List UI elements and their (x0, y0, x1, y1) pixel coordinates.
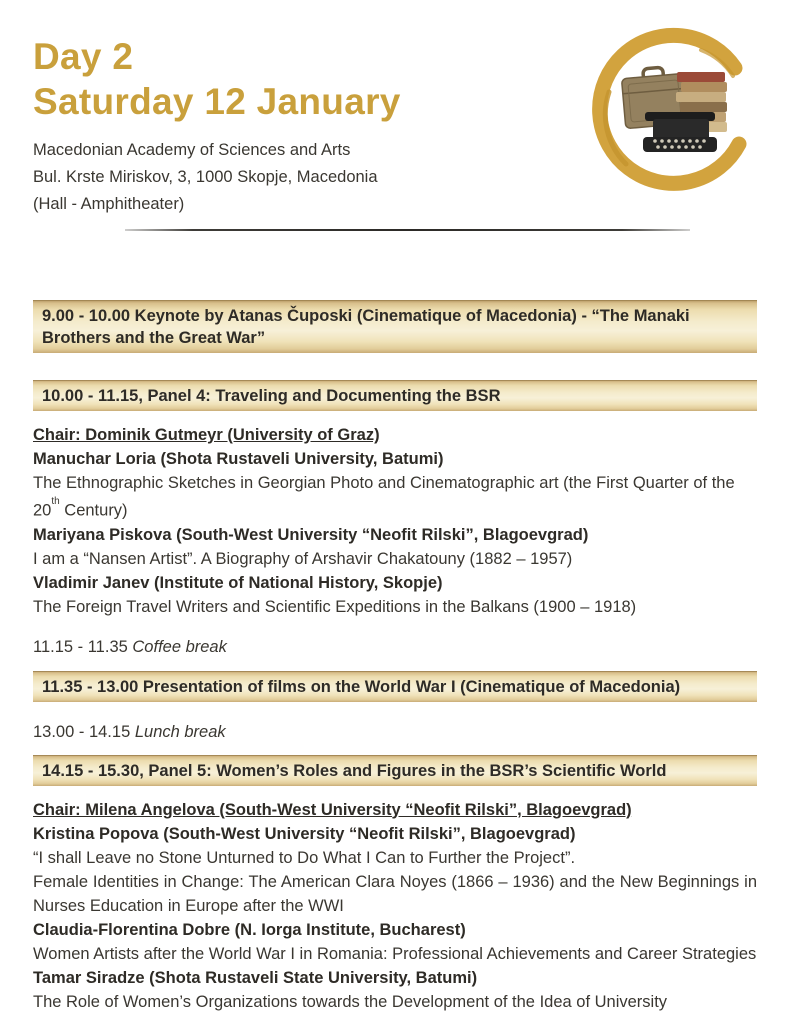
typewriter-books-suitcase-icon (583, 18, 769, 204)
talk-title: Women Artists after the World War I in Romania: Professional Achievements and Career Strategies (33, 944, 757, 963)
session-band-films (33, 671, 757, 702)
speaker-name: Claudia-Florentina Dobre (N. Iorga Institute, Bucharest) (33, 920, 466, 939)
talk-title: I am a “Nansen Artist”. A Biography of Arshavir Chakatouny (1882 – 1957) (33, 549, 573, 568)
talk-title: Female Identities in Change: The American Clara Noyes (1866 – 1936) and the New Beginnings in Nurses Education in Europe after the WWI (33, 872, 757, 915)
schedule (33, 300, 757, 1014)
panel4-details (33, 423, 757, 619)
venue-address: Bul. Krste Miriskov, 3, 1000 Skopje, Macedonia (33, 168, 378, 186)
speaker-name: Kristina Popova (South-West University “Neofit Rilski”, Blagoevgrad) (33, 824, 576, 843)
break-time: 11.15 - 11.35 (33, 637, 128, 656)
lunch-break-line (33, 720, 757, 744)
section-divider (125, 229, 690, 231)
talk-title-text: The Ethnographic Sketches in Georgian Photo and Cinematographic art (the First Quarter of the 20 (33, 474, 735, 520)
panel5-details (33, 798, 757, 1014)
speaker-name: Mariyana Piskova (South-West University “Neofit Rilski”, Blagoevgrad) (33, 525, 589, 544)
talk-title: “I shall Leave no Stone Unturned to Do What I Can to Further the Project”. (33, 848, 576, 867)
break-time: 13.00 - 14.15 (33, 722, 131, 741)
session-band-text: 10.00 - 11.15, Panel 4: Traveling and Documenting the BSR (42, 387, 501, 405)
day-label: Day 2 (33, 36, 134, 77)
speaker-name: Vladimir Janev (Institute of National History, Skopje) (33, 573, 443, 592)
session-band-panel5 (33, 755, 757, 786)
break-label: Coffee break (132, 637, 227, 656)
session-band-keynote (33, 300, 757, 353)
session-band-text: 9.00 - 10.00 Keynote by Atanas Čuposki (Cinematique of Macedonia) - “The Manaki Brothers and the Great War” (42, 307, 690, 347)
talk-title-text: Century) (59, 501, 128, 520)
conference-logo (583, 18, 769, 204)
talk-title: The Role of Women’s Organizations towards the Development of the Idea of University (33, 992, 668, 1011)
session-band-panel4 (33, 380, 757, 411)
venue-name: Macedonian Academy of Sciences and Arts (33, 141, 351, 159)
header (0, 0, 787, 218)
talk-title: The Foreign Travel Writers and Scientific Expeditions in the Balkans (1900 – 1918) (33, 597, 637, 616)
chair-line: Chair: Milena Angelova (South-West University “Neofit Rilski”, Blagoevgrad) (33, 800, 632, 819)
session-band-text: 11.35 - 13.00 Presentation of films on the World War I (Cinematique of Macedonia) (42, 677, 681, 696)
coffee-break-line (33, 635, 757, 659)
typewriter-icon (643, 112, 717, 152)
date-label: Saturday 12 January (33, 81, 401, 122)
venue-hall: (Hall - Amphitheater) (33, 195, 185, 213)
session-band-text: 14.15 - 15.30, Panel 5: Women’s Roles and Figures in the BSR’s Scientific World (42, 761, 667, 780)
speaker-name: Tamar Siradze (Shota Rustaveli State University, Batumi) (33, 968, 478, 987)
speaker-name: Manuchar Loria (Shota Rustaveli University, Batumi) (33, 450, 444, 468)
talk-title (33, 471, 757, 523)
chair-line: Chair: Dominik Gutmeyr (University of Graz) (33, 426, 380, 444)
ordinal-superscript: th (51, 496, 60, 507)
break-label: Lunch break (134, 722, 226, 741)
